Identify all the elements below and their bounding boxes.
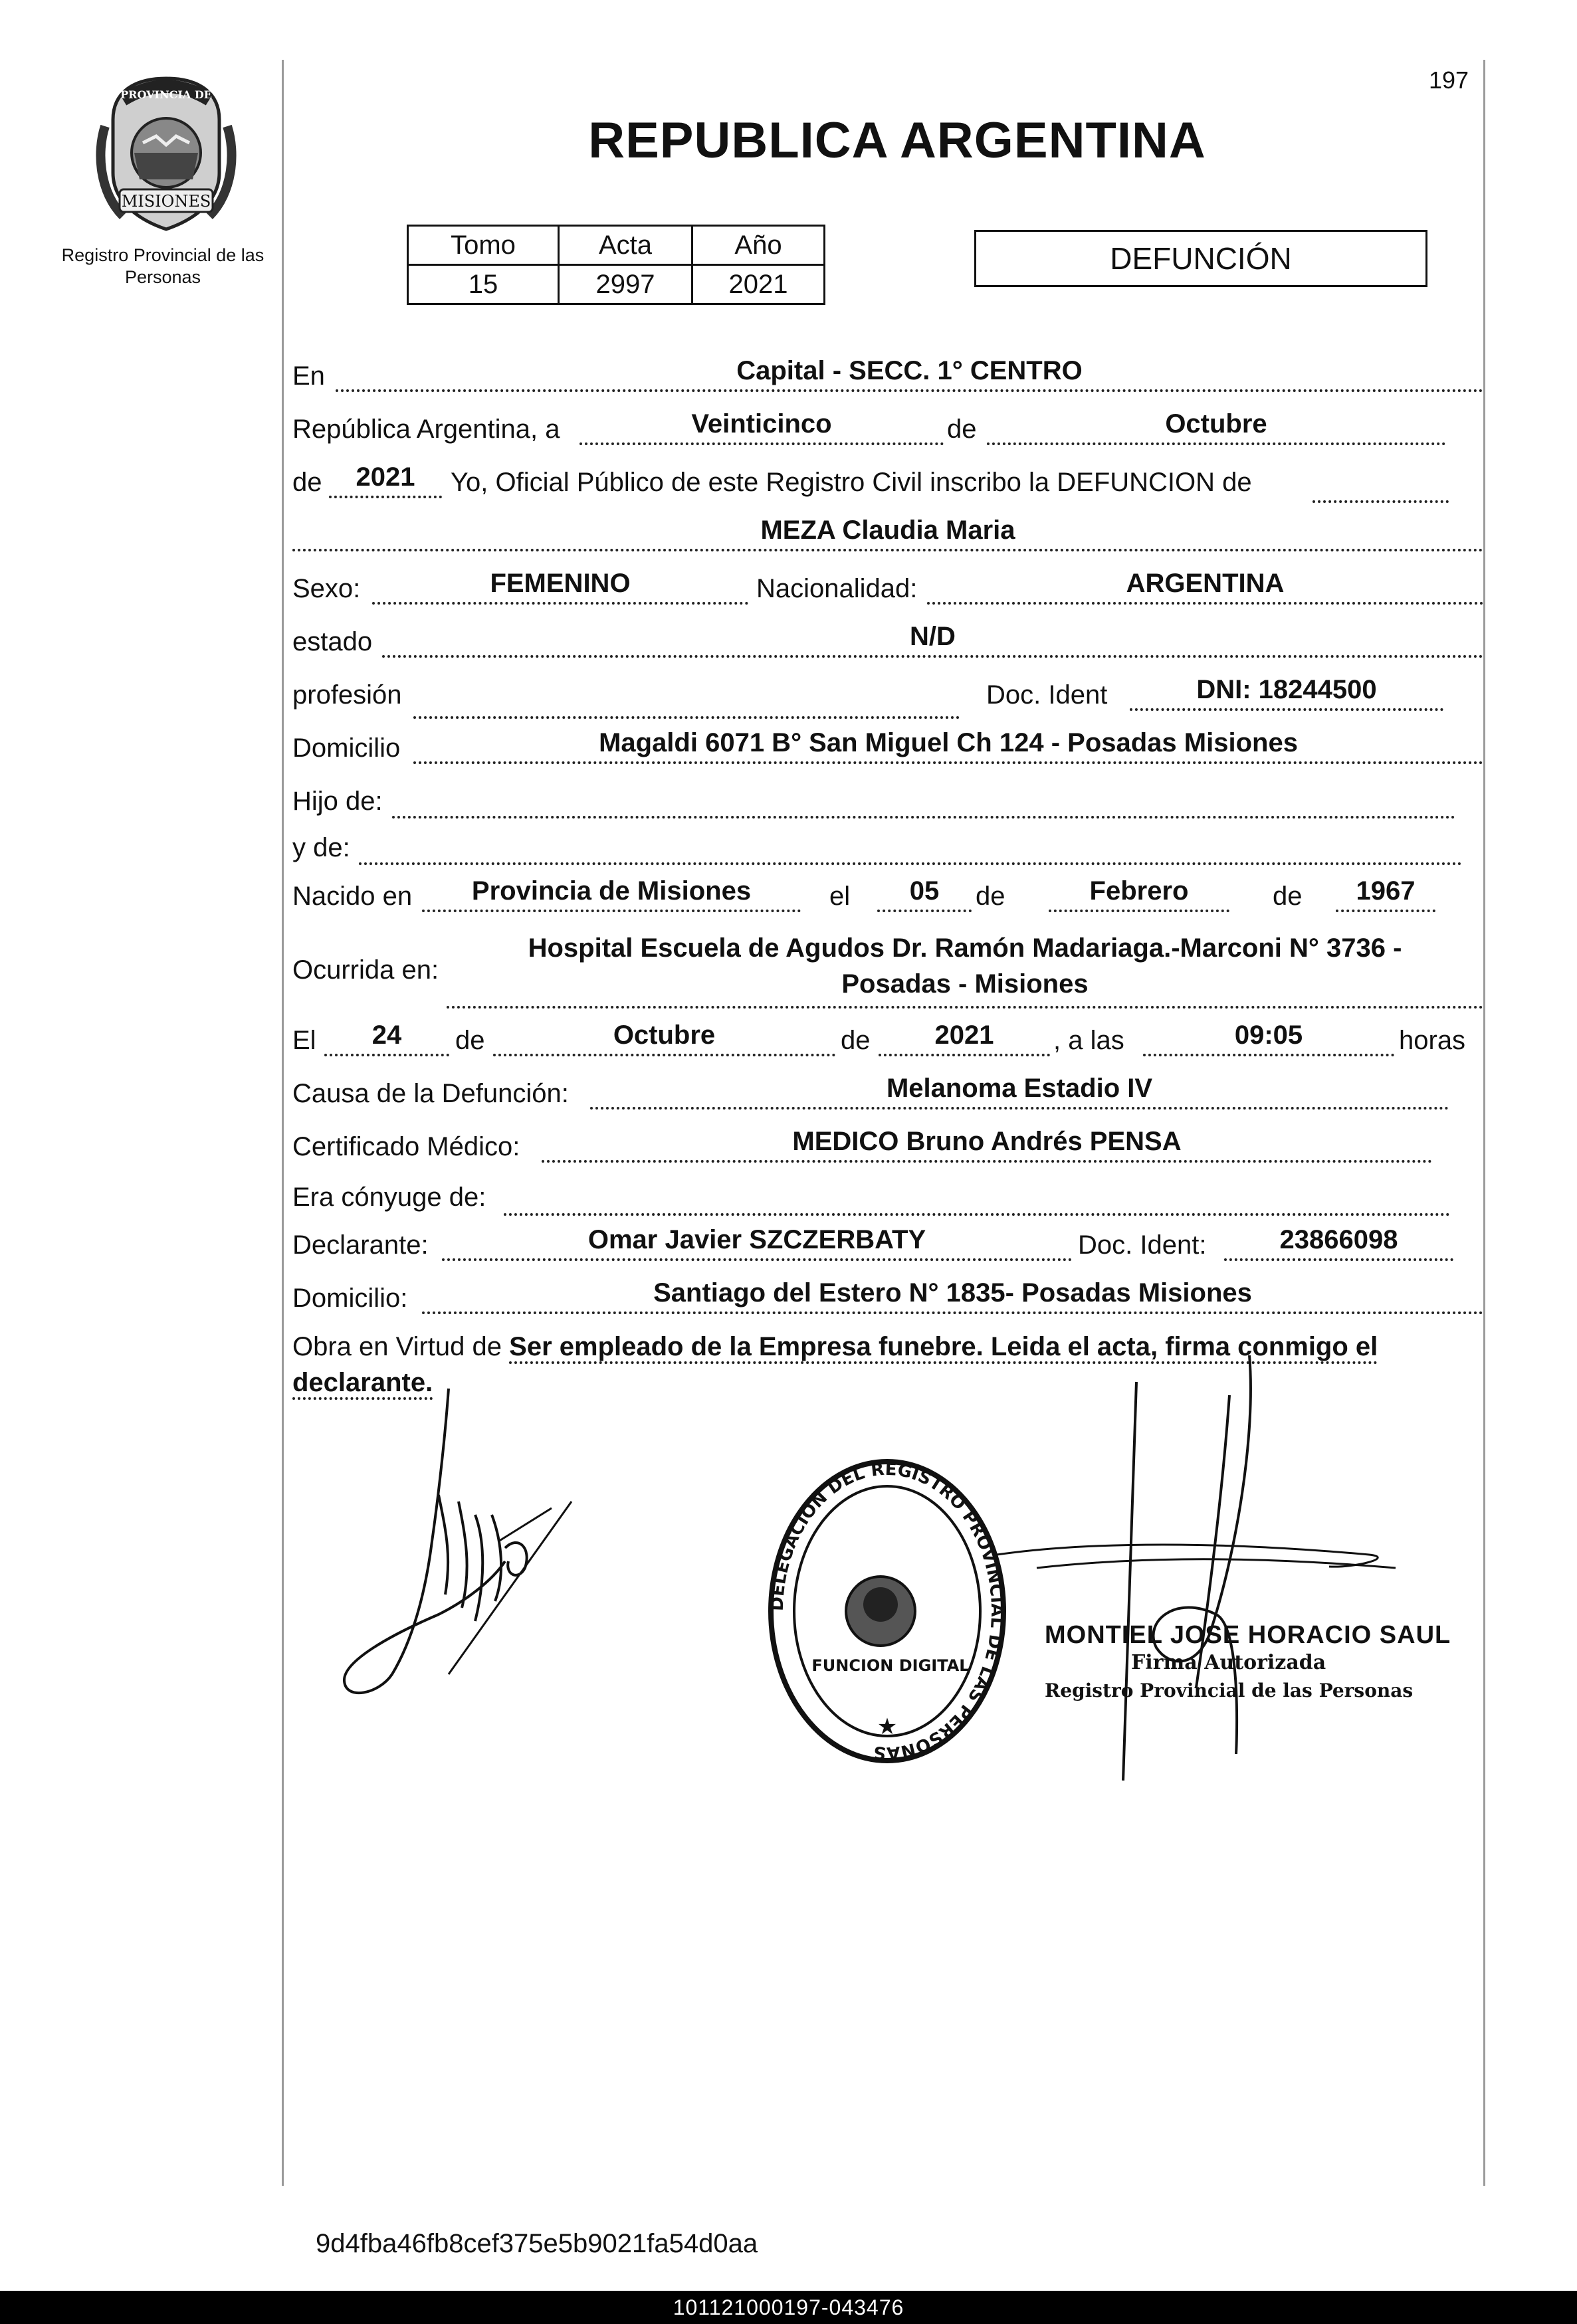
el-label: el — [829, 882, 851, 911]
de-label-6: de — [841, 1026, 871, 1055]
tomo-acta-anio-table — [407, 225, 825, 305]
dia-texto-value: Veinticinco — [579, 408, 944, 445]
y-de-label: y de: — [292, 833, 350, 862]
anio-inscripcion-value: 2021 — [329, 461, 442, 498]
causa-label: Causa de la Defunción: — [292, 1079, 569, 1108]
a-las-label: , a las — [1053, 1026, 1124, 1055]
mes-value: Octubre — [987, 408, 1445, 445]
acta-value: 2997 — [559, 265, 692, 304]
official-name: MONTIEL JOSE HORACIO SAUL — [1045, 1621, 1451, 1649]
en-label: En — [292, 361, 325, 391]
declarante-value: Omar Javier SZCZERBATY — [442, 1224, 1072, 1261]
ocurrida-line-1: Hospital Escuela de Agudos Dr. Ramón Madariaga.-Marconi N° 3736 - — [528, 933, 1402, 963]
declarant-signature — [332, 1382, 611, 1727]
domicilio-value: Magaldi 6071 B° San Miguel Ch 124 - Posadas Misiones — [413, 727, 1483, 764]
obra-label: Obra en Virtud de — [292, 1332, 502, 1361]
right-margin-line — [1483, 60, 1485, 2186]
crest-top-text: PROVINCIA DE — [120, 88, 212, 101]
causa-value: Melanoma Estadio IV — [590, 1072, 1449, 1110]
document-title: REPUBLICA ARGENTINA — [588, 112, 1206, 169]
obra-value: Ser empleado de la Empresa funebre. Leida el acta, firma conmigo el declarante. — [292, 1332, 1378, 1400]
profesion-label: profesión — [292, 680, 402, 710]
acta-header: Acta — [559, 226, 692, 265]
document-hash: 9d4fba46fb8cef375e5b9021fa54d0aa — [316, 2229, 758, 2258]
fall-dia-value: 24 — [324, 1019, 449, 1056]
el2-label: El — [292, 1026, 316, 1055]
nacionalidad-label: Nacionalidad: — [756, 574, 918, 603]
barcode-bar: 101121000197-043476 — [0, 2291, 1577, 2324]
tomo-value: 15 — [408, 265, 559, 304]
record-type-box: DEFUNCIÓN — [974, 230, 1427, 287]
ocurrida-line-2: Posadas - Misiones — [841, 969, 1089, 999]
hijo-de-value — [392, 784, 1455, 819]
doc2-label: Doc. Ident: — [1078, 1230, 1207, 1260]
stamp-ring-text: DELEGACION DEL REGISTRO PROVINCIAL DE LAS PERSONAS — [767, 1459, 1007, 1763]
estado-value: N/D — [382, 621, 1483, 658]
doc-ident-value: DNI: 18244500 — [1130, 674, 1443, 711]
nacido-dia-value: 05 — [877, 875, 972, 912]
doc-ident-label: Doc. Ident — [986, 680, 1108, 710]
sexo-label: Sexo: — [292, 574, 361, 603]
nacionalidad-value: ARGENTINA — [927, 567, 1483, 605]
registry-label: Registro Provincial de las Personas — [61, 245, 264, 287]
domicilio-label: Domicilio — [292, 733, 401, 763]
de-label-2: de — [292, 468, 322, 497]
nacido-label: Nacido en — [292, 882, 413, 911]
inscribe-text: Yo, Oficial Público de este Registro Civil inscribo la DEFUNCION de — [451, 468, 1252, 497]
domicilio2-value: Santiago del Estero N° 1835- Posadas Misiones — [422, 1277, 1483, 1314]
official-role: Firma Autorizada — [1131, 1651, 1326, 1674]
de-label-4: de — [1273, 882, 1303, 911]
stamp-inner-text: FUNCION DIGITAL — [811, 1656, 970, 1675]
hijo-de-label: Hijo de: — [292, 787, 383, 816]
ocurrida-dots — [447, 974, 1483, 1009]
estado-label: estado — [292, 627, 373, 656]
crest-bottom-text: MISIONES — [121, 192, 211, 211]
nacido-mes-value: Febrero — [1049, 875, 1229, 912]
official-org: Registro Provincial de las Personas — [1045, 1680, 1414, 1701]
conyuge-label: Era cónyuge de: — [292, 1183, 486, 1212]
conyuge-value — [504, 1181, 1450, 1216]
y-de-value — [359, 830, 1462, 865]
page-number: 197 — [1429, 66, 1469, 94]
anio-value: 2021 — [692, 265, 825, 304]
domicilio2-label: Domicilio: — [292, 1284, 408, 1313]
certificado-value: MEDICO Bruno Andrés PENSA — [542, 1125, 1432, 1163]
tomo-header: Tomo — [408, 226, 559, 265]
official-signature — [957, 1355, 1435, 1794]
anio-header: Año — [692, 226, 825, 265]
de-label-1: de — [947, 415, 977, 444]
left-margin-line — [282, 60, 284, 2186]
hora-value: 09:05 — [1143, 1019, 1394, 1056]
provincia-misiones-crest-icon — [93, 73, 239, 233]
nacido-lugar-value: Provincia de Misiones — [422, 875, 801, 912]
sexo-value: FEMENINO — [372, 567, 748, 605]
doc2-value: 23866098 — [1224, 1224, 1453, 1261]
horas-label: horas — [1399, 1026, 1466, 1055]
certificado-label: Certificado Médico: — [292, 1132, 520, 1161]
nacido-anio-value: 1967 — [1336, 875, 1435, 912]
inscribe-dots — [1313, 468, 1449, 503]
fall-anio-value: 2021 — [879, 1019, 1050, 1056]
nombre-value: MEZA Claudia Maria — [292, 514, 1483, 551]
declarante-label: Declarante: — [292, 1230, 429, 1260]
de-label-3: de — [976, 882, 1005, 911]
ocurrida-label: Ocurrida en: — [292, 955, 439, 985]
de-label-5: de — [455, 1026, 485, 1055]
republica-label: República Argentina, a — [292, 415, 560, 444]
en-value: Capital - SECC. 1° CENTRO — [336, 355, 1483, 392]
svg-text:★: ★ — [877, 1714, 898, 1739]
profesion-value — [413, 684, 960, 719]
fall-mes-value: Octubre — [493, 1019, 835, 1056]
